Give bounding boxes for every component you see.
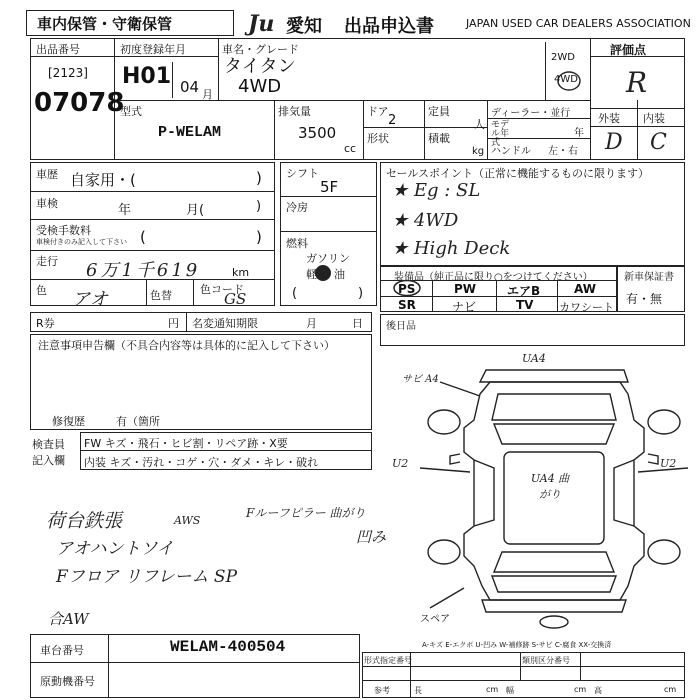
fuel-diesel: 軽 <box>306 268 317 281</box>
sales-point-1: ★ Eg : SL <box>392 180 481 201</box>
doors-label: ドア <box>367 105 389 118</box>
equip-airbag: エアB <box>507 284 541 298</box>
lot-sub-number: [2123] <box>48 66 88 80</box>
load-label: 積載 <box>428 132 450 145</box>
equipment-label: 装備品（純正品に限り○をつけてください） <box>394 272 593 283</box>
name-change-day: 日 <box>352 317 363 330</box>
pickup-sub-label: 車検付きのみ記入して下さい <box>36 238 127 246</box>
color-code-value: GS <box>224 290 247 308</box>
inspector-label-1: 検査員 <box>32 438 65 451</box>
note-line-1c: Fルーフピラー 曲がり <box>246 506 366 520</box>
diagram-mark-center: UA4 曲がり <box>530 472 570 501</box>
engine-no-label: 原動機番号 <box>40 675 95 688</box>
post-field-box <box>380 314 685 346</box>
diagram-mark-top-left: サビ A4 <box>402 374 439 385</box>
equip-tv: TV <box>516 298 534 312</box>
pickup-label: 受検手数料 <box>36 224 91 237</box>
inspection-label: 車検 <box>36 197 58 210</box>
note-line-1d: 凹み <box>356 528 387 546</box>
fuel-gasoline: ガソリン <box>306 252 350 265</box>
handle-options: 左・右 <box>548 146 578 157</box>
equip-navi: ナビ <box>452 300 477 314</box>
inspector-fw-row: FW キズ・飛石・ヒビ割・リペア跡・X要 <box>84 437 288 450</box>
length-cm: cm <box>486 685 499 694</box>
displacement-label: 排気量 <box>278 105 311 118</box>
drive-4wd: 4WD <box>554 74 578 85</box>
warranty-label: 新車保証書 <box>624 272 674 283</box>
diagram-spare-label: スペア <box>420 614 450 625</box>
chassis-value: WELAM-400504 <box>170 638 286 656</box>
damage-legend: A-キズ E-エクボ U-凹み W-補修跡 S-サビ C-腐食 XX-交換済 <box>422 641 612 649</box>
load-unit: kg <box>472 146 485 157</box>
lot-number: 07078 <box>34 88 125 118</box>
pickup-open: ( <box>140 228 146 246</box>
inspector-interior-row: 内装 キズ・汚れ・コゲ・穴・ダメ・キレ・破れ <box>84 456 319 469</box>
note-line-3: Fフロア リフレーム SP <box>56 567 238 587</box>
displacement-value: 3500 <box>298 124 337 142</box>
fuel-label: 燃料 <box>286 237 308 250</box>
equip-pw: PW <box>454 282 477 296</box>
width-label: 幅 <box>506 686 514 695</box>
registration-month: 04 <box>180 78 200 96</box>
height-label: 高 <box>594 686 602 695</box>
model-value: P-WELAM <box>158 124 222 141</box>
equip-ps: PS <box>398 282 416 296</box>
car-name-label: 車名・グレード <box>222 43 299 56</box>
shift-label: シフト <box>286 167 319 180</box>
lot-label: 出品番号 <box>36 43 80 56</box>
equip-sr: SR <box>398 298 416 312</box>
warranty-options: 有・無 <box>626 292 663 306</box>
sales-point-2-text: 4WD <box>413 210 459 231</box>
class-label: 類別区分番号 <box>522 656 570 665</box>
model-year-unit: 年 <box>574 128 584 139</box>
repaint-label: 色替 <box>150 289 172 302</box>
exterior-label: 外装 <box>598 112 620 125</box>
association-short: 愛知 <box>286 16 322 37</box>
chassis-label: 車台番号 <box>40 644 84 657</box>
sales-points-label: セールスポイント（正常に機能するものに限ります） <box>386 167 650 180</box>
model-year-label: モデル年式 <box>491 120 510 148</box>
sales-point-3: ★ High Deck <box>392 238 511 259</box>
color-code-label: 色コード <box>200 283 244 296</box>
doors-value: 2 <box>388 113 397 128</box>
sales-point-2: ★ 4WD <box>392 210 459 231</box>
storage-note: 車内保管・守衛保管 <box>37 15 173 33</box>
r-ticket-unit: 円 <box>168 317 179 330</box>
note-line-1b: AWS <box>174 514 201 527</box>
note-line-2: アオハントソイ <box>56 539 174 559</box>
repair-value: 有（箇所 <box>116 415 160 428</box>
name-change-month: 月 <box>306 317 317 330</box>
inspector-label-2: 記入欄 <box>32 454 65 467</box>
association-en: JAPAN USED CAR DEALERS ASSOCIATION <box>466 17 691 30</box>
name-change-label: 名変通知期限 <box>192 317 258 330</box>
handle-label: ハンドル <box>491 146 531 157</box>
notes-label: 注意事項申告欄（不具合内容等は具体的に記入して下さい） <box>38 339 335 352</box>
fuel-oil: 油 <box>334 268 345 281</box>
r-ticket-label: R券 <box>36 317 55 330</box>
history-value: 自家用・( <box>70 171 136 189</box>
aircon-label: 冷房 <box>286 201 308 214</box>
diagram-mark-left: U2 <box>392 457 409 470</box>
exterior-grade: D <box>605 130 623 155</box>
shift-value: 5F <box>320 178 339 196</box>
ju-logo: Ju <box>248 11 275 37</box>
pickup-close: ) <box>256 228 262 246</box>
mileage-value: 6万1千619 <box>86 260 201 281</box>
interior-label: 内装 <box>643 112 665 125</box>
model-label: 型式 <box>120 105 142 118</box>
car-grade: 4WD <box>238 76 282 97</box>
history-label: 車歴 <box>36 168 58 181</box>
interior-grade: C <box>650 130 667 155</box>
form-title: 出品申込書 <box>344 16 434 37</box>
ref-label: 参考 <box>374 686 390 695</box>
type-spec-label: 形式指定番号 <box>364 656 412 665</box>
car-name: タイタン <box>224 56 296 77</box>
dealer-parallel-label: ディーラー・並行 <box>491 108 571 119</box>
fuel-close: ) <box>358 286 364 301</box>
shape-label: 形状 <box>367 132 389 145</box>
registration-month-unit: 月 <box>202 88 213 101</box>
inspection-year-unit: 年 <box>118 203 132 218</box>
color-value: アオ <box>72 289 108 310</box>
height-cm: cm <box>664 685 677 694</box>
history-close: ) <box>256 169 262 187</box>
repair-label: 修復歴 <box>52 415 85 428</box>
registration-label: 初度登録年月 <box>120 43 186 56</box>
capacity-unit: 人 <box>474 118 485 131</box>
inspection-close: ) <box>256 199 262 214</box>
displacement-unit: cc <box>344 142 357 155</box>
sales-point-3-text: High Deck <box>413 238 511 259</box>
post-field-label: 後日品 <box>386 321 416 332</box>
note-line-4: 合AW <box>48 610 89 628</box>
mileage-unit: km <box>232 266 250 279</box>
width-cm: cm <box>574 685 587 694</box>
color-label: 色 <box>36 284 47 297</box>
equip-aw: AW <box>574 282 596 296</box>
registration-era-year: H01 <box>122 64 172 89</box>
sales-point-1-text: Eg : SL <box>413 180 481 201</box>
inspection-month-unit: 月( <box>186 203 205 218</box>
diagram-mark-right: U2 <box>660 457 677 470</box>
drive-2wd: 2WD <box>551 52 575 63</box>
length-label: 長 <box>414 686 422 695</box>
rating-score: R <box>626 66 648 99</box>
fuel-open: ( <box>292 286 298 301</box>
equip-leather: カワシート <box>559 301 614 314</box>
rating-label: 評価点 <box>610 43 647 57</box>
diagram-mark-top: UA4 <box>522 352 546 365</box>
capacity-label: 定員 <box>428 105 450 118</box>
mileage-label: 走行 <box>36 255 58 268</box>
note-line-1: 荷台鉄張 <box>46 510 123 532</box>
